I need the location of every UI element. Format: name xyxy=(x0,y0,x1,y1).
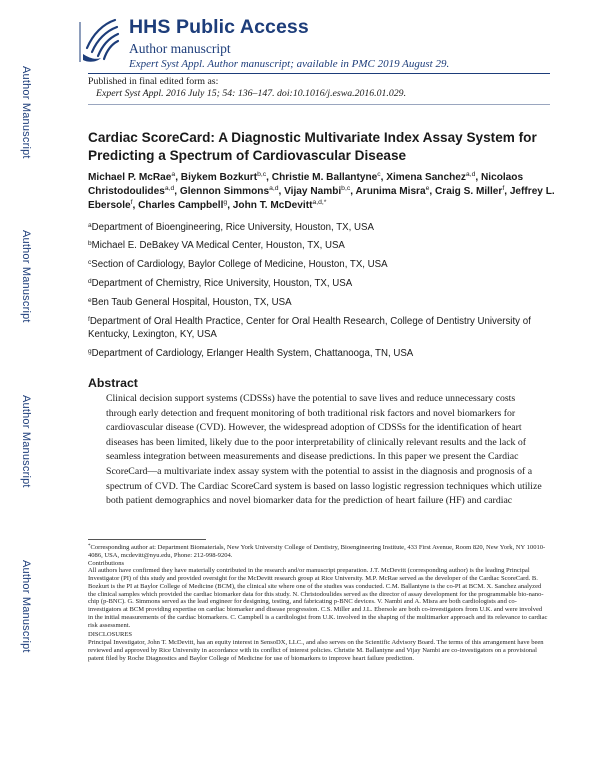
affiliation-marker: a xyxy=(88,222,92,229)
affiliation-text: Department of Cardiology, Erlanger Health System, Chattanooga, TN, USA xyxy=(91,348,414,359)
affiliation-marker: c xyxy=(88,259,92,266)
author-separator: , xyxy=(132,200,139,212)
author-affiliation-marker: a xyxy=(171,171,176,178)
affiliation-text: Section of Cardiology, Baylor College of Medicine, Houston, TX, USA xyxy=(91,259,388,270)
author-affiliation-marker: a,d xyxy=(465,171,476,178)
author-affiliation-marker: g xyxy=(223,199,228,207)
author-affiliation-marker: a,d xyxy=(164,185,175,193)
author-name: John T. McDevitt xyxy=(232,200,313,212)
author-separator: , xyxy=(174,186,180,198)
author-name: Glennon Simmons xyxy=(179,186,270,198)
author-name: Nicolaos Christodoulides xyxy=(88,172,524,198)
author-separator: , xyxy=(175,172,181,183)
published-label: Published in final edited form as: xyxy=(88,76,219,87)
affiliation xyxy=(88,315,558,341)
corresponding-author-note xyxy=(88,544,548,560)
affiliation xyxy=(88,221,558,234)
contributions-heading: Contributions xyxy=(88,559,125,567)
availability-info: Expert Syst Appl. Author manuscript; available in PMC 2019 August 29. xyxy=(129,58,450,70)
affiliation-marker: g xyxy=(88,348,92,355)
author-name: Christie M. Ballantyne xyxy=(271,172,378,183)
affiliation-marker: e xyxy=(88,297,92,304)
affiliation-text: Department of Chemistry, Rice University, Houston, TX, USA xyxy=(91,278,353,289)
author-name: Jeffrey L. Ebersole xyxy=(88,186,555,212)
author-affiliation-marker: b,c xyxy=(257,171,267,178)
affiliation-text: Department of Bioengineering, Rice University, Houston, TX, USA xyxy=(91,222,374,233)
article-title: Cardiac ScoreCard: A Diagnostic Multivariate Index Assay System for Predicting a Spectrum of Cardiovascular Disease xyxy=(88,130,537,163)
author-name: Vijay Nambi xyxy=(284,186,342,198)
affiliation xyxy=(88,347,558,360)
corresponding-author-text: Corresponding author at: Department Biomaterials, New York University College of Dentistry, Bioengineering Institute, 433 First Avenue, Room 820, New York, NY 10010-4086, USA, mcdevitt@nyu.edu, Phone: 212-998-9204. xyxy=(88,544,546,559)
sidebar-label: Author Manuscript xyxy=(20,395,32,488)
author-list xyxy=(88,171,558,214)
affiliation xyxy=(88,296,558,309)
author-name: Charles Campbell xyxy=(138,200,224,212)
author-affiliation-marker: e xyxy=(425,185,430,193)
citation-divider xyxy=(88,104,550,105)
affiliation-marker: d xyxy=(88,278,92,285)
author-name: Ximena Sanchez xyxy=(386,172,466,183)
author-affiliation-marker: a,d xyxy=(269,185,279,193)
author-name: Michael P. McRae xyxy=(88,172,172,183)
author-separator: , xyxy=(504,186,510,198)
footnote-divider xyxy=(88,539,206,540)
hhs-eagle-logo-icon xyxy=(77,14,123,66)
hhs-header xyxy=(77,14,557,70)
author-affiliation-marker: f xyxy=(502,185,505,193)
author-separator: , xyxy=(278,186,285,198)
sidebar-label: Author Manuscript xyxy=(20,66,32,159)
header-divider xyxy=(88,73,550,74)
asterisk-marker: * xyxy=(88,544,91,549)
author-separator: , xyxy=(429,186,435,198)
affiliation xyxy=(88,258,558,271)
affiliation-marker: f xyxy=(88,316,90,323)
sidebar-label: Author Manuscript xyxy=(20,560,32,653)
manuscript-type: Author manuscript xyxy=(129,41,231,56)
footnotes xyxy=(88,544,548,662)
affiliation-text: Michael E. DeBakey VA Medical Center, Houston, TX, USA xyxy=(91,240,345,251)
citation-text: Expert Syst Appl. 2016 July 15; 54: 136–147. doi:10.1016/j.eswa.2016.01.029. xyxy=(96,88,407,99)
affiliation xyxy=(88,277,558,290)
contributions-text: All authors have confirmed they have materially contributed in the research and/or manuscript preparation. J.T. McDevitt (corresponding author) is the leading Principal Investigator (PI) of this study and provided oversight for the McDevitt research group at Rice University. M.P. McRae served as the developer of the Cardiac ScoreCard. B. Bozkurt is the PI at Baylor College of Medicine (BCM), the clinical site where one of the studies was conducted. C.M. Ballantyne is the co-PI at BCM. X. Sanchez analyzed the clinical samples which provided the cardiac biomarker data for this study. N. Christodoulides served as the director of assay development for the programmable bio-nano-chip (p-BNC). G. Simmons served as the lead engineer for designing, testing, and fabricating p-BNC devices. V. Nambi and A. Misra are both cardiologists and co-investigators at BCM providing expertise on cardiac biomarker and disease progression. C.S. Miller and J.L. Ebersole are both co-investigators from U.K. and were involved in the initial measurements of the cardiac biomarkers. C. Campbell is a cardiologist from U.K. involved in the shaping of the multimarker approach and its relevance to cardiac risk assessment. xyxy=(88,567,548,629)
disclosures-heading: DISCLOSURES xyxy=(88,631,133,639)
affiliation-marker: b xyxy=(88,240,92,247)
abstract-text: Clinical decision support systems (CDSSs) have the potential to save lives and reduce unnecessary costs through early detection and frequent monitoring of both traditional risk factors and novel biomarkers for cardiovascular disease (CVD). However, the widespread adoption of CDSSs for the identification of heart diseases has been limited, likely due to the poor interpretability of clinically relevant results and the lack of seamless integration between measurements and disease predictions. In this paper we present the Cardiac ScoreCard—a multivariate index assay system with the potential to assist in the diagnosis and prognosis of a spectrum of CVD. The Cardiac ScoreCard system is based on lasso logistic regression techniques which utilize both patient demographics and novel biomarker data for the prediction of heart failure (HF) and cardiac xyxy=(106,393,542,507)
author-separator: , xyxy=(227,200,233,212)
author-name: Arunima Misra xyxy=(355,186,426,198)
author-manuscript-sidebar xyxy=(0,0,50,776)
hhs-title: HHS Public Access xyxy=(129,16,309,38)
author-affiliation-marker: c xyxy=(377,171,381,178)
author-affiliation-marker: a,d,* xyxy=(312,199,327,207)
author-separator: , xyxy=(380,172,387,183)
disclosures-text: Principal Investigator, John T. McDevitt, has an equity interest in SensoDX, LLC., and also serves on the Scientific Advisory Board. The terms of this arrangement have been reviewed and approved by Rice University in accordance with its conflict of interest policies. Christie M. Ballantyne and Vijay Nambi are co-investigators on a provisional patent filed by Roche Diagnostics and Baylor College of Medicine for use of biomarkers to improve heart failure prediction. xyxy=(88,639,544,662)
author-separator: , xyxy=(266,172,272,183)
author-name: Craig S. Miller xyxy=(435,186,503,198)
author-affiliation-marker: f xyxy=(130,199,133,207)
author-affiliation-marker: b,c xyxy=(341,185,351,193)
affiliation xyxy=(88,239,558,252)
affiliation-text: Department of Oral Health Practice, Center for Oral Health Research, College of Dentistry University of Kentucky, Lexington, KY, USA xyxy=(88,316,531,340)
author-separator: , xyxy=(475,172,481,183)
author-separator: , xyxy=(350,186,356,198)
sidebar-label: Author Manuscript xyxy=(20,230,32,323)
abstract-heading: Abstract xyxy=(88,376,138,390)
affiliation-text: Ben Taub General Hospital, Houston, TX, USA xyxy=(91,297,292,308)
citation xyxy=(96,88,406,99)
author-name: Biykem Bozkurt xyxy=(180,172,258,183)
